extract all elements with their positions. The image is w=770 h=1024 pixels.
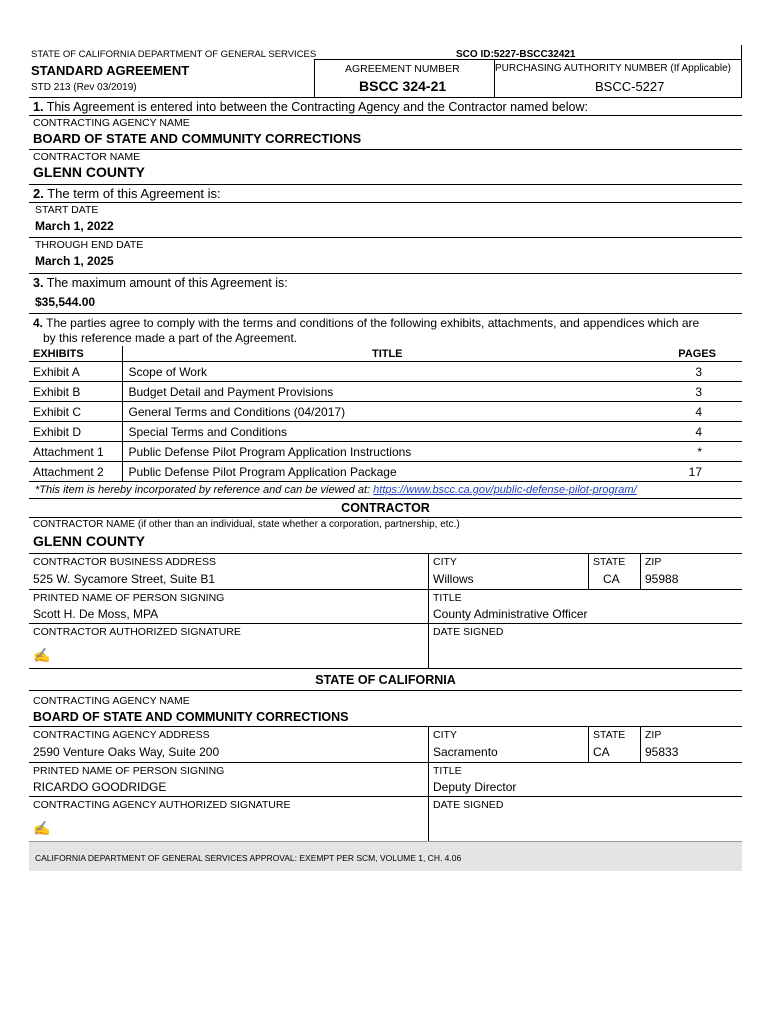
sco-divider [741, 45, 742, 59]
exhibit-pages: 17 [652, 462, 742, 482]
c-signature-icon: ✍ [33, 647, 51, 663]
section3-text [29, 276, 742, 290]
c-title-label: TITLE [433, 592, 462, 604]
agreement-number-label: AGREEMENT NUMBER [345, 63, 460, 75]
form-number: STD 213 (Rev 03/2019) [31, 82, 137, 93]
exhibits-body [29, 362, 742, 482]
section2-intro [29, 185, 742, 203]
agency-name-value: BOARD OF STATE AND COMMUNITY CORRECTIONS [33, 131, 362, 146]
section1-text [29, 100, 588, 114]
s-signer-row [29, 763, 742, 797]
end-date-label: THROUGH END DATE [35, 239, 144, 251]
exhibit-title: Public Defense Pilot Program Application Instructions [122, 442, 652, 462]
c-printed-value: Scott H. De Moss, MPA [33, 607, 159, 621]
exhibits-table [29, 346, 742, 482]
c-address-value: 525 W. Sycamore Street, Suite B1 [33, 572, 216, 586]
c-zip-value: 95988 [645, 572, 679, 586]
start-date-value: March 1, 2022 [35, 219, 114, 233]
exhibit-id: Exhibit D [29, 422, 122, 442]
exhibit-pages: 4 [652, 402, 742, 422]
exhibit-row [29, 462, 742, 482]
exhibit-pages: 3 [652, 382, 742, 402]
exhibit-title: General Terms and Conditions (04/2017) [122, 402, 652, 422]
standard-agreement-form [29, 45, 742, 871]
c-title-cell [429, 590, 742, 623]
s-city-value: Sacramento [433, 745, 498, 759]
section3-row [29, 274, 742, 314]
purchasing-number-label: PURCHASING AUTHORITY NUMBER (If Applicable) [495, 63, 731, 74]
c-date-cell[interactable] [429, 624, 742, 668]
state-heading: STATE OF CALIFORNIA [315, 672, 456, 687]
section4-num: 4. [33, 316, 44, 330]
exhibit-id: Attachment 1 [29, 442, 122, 462]
agreement-number-box [314, 59, 494, 97]
dgs-approval-box [29, 841, 742, 871]
start-date-label: START DATE [35, 204, 99, 216]
c-signer-row [29, 590, 742, 624]
exhibit-pages: * [652, 442, 742, 462]
s-state-label: STATE [593, 729, 626, 741]
exhibit-pages: 3 [652, 362, 742, 382]
purchasing-number-value: BSCC-5227 [595, 79, 665, 94]
c-title-value: County Administrative Officer [433, 607, 588, 621]
c-state-cell [589, 554, 641, 589]
c-zip-cell [641, 554, 742, 589]
exhibit-id: Exhibit B [29, 382, 122, 402]
c-signature-row [29, 624, 742, 669]
s-city-cell [429, 727, 589, 762]
exhibit-title: Special Terms and Conditions [122, 422, 652, 442]
s-title-value: Deputy Director [433, 780, 517, 794]
s-title-cell [429, 763, 742, 796]
s-city-label: CITY [433, 729, 457, 741]
c-address-row [29, 554, 742, 590]
c-city-label: CITY [433, 556, 457, 568]
c-address-label: CONTRACTOR BUSINESS ADDRESS [33, 556, 217, 568]
s-address-value: 2590 Venture Oaks Way, Suite 200 [33, 745, 220, 759]
col-exhibits: EXHIBITS [29, 346, 122, 362]
agreement-number-value: BSCC 324-21 [359, 78, 447, 94]
col-title: TITLE [122, 346, 652, 362]
s-address-row [29, 727, 742, 763]
section2-num: 2. [33, 186, 44, 201]
max-amount-value: $35,544.00 [35, 295, 96, 309]
s-zip-value: 95833 [645, 745, 679, 759]
contractor-heading: CONTRACTOR [341, 501, 430, 515]
c-date-label: DATE SIGNED [433, 626, 504, 638]
contractor-heading-row [29, 499, 742, 518]
section4-desc1: The parties agree to comply with the terms and conditions of the following exhibits, attachments, and appendices which are [46, 316, 700, 330]
c-signature-label: CONTRACTOR AUTHORIZED SIGNATURE [33, 626, 241, 638]
exhibit-row [29, 402, 742, 422]
s-signature-icon: ✍ [33, 820, 51, 836]
section3-num: 3. [33, 276, 44, 290]
s-state-cell [589, 727, 641, 762]
section1-desc: This Agreement is entered into between the Contracting Agency and the Contractor named below: [46, 99, 588, 114]
agency-name-row [29, 116, 742, 150]
s-zip-cell [641, 727, 742, 762]
s-signature-label: CONTRACTING AGENCY AUTHORIZED SIGNATURE [33, 799, 291, 811]
c-state-label: STATE [593, 556, 626, 568]
c-signature-cell[interactable] [29, 624, 429, 668]
exhibit-row [29, 422, 742, 442]
section4-line2: by this reference made a part of the Agreement. [43, 331, 298, 345]
c-name-row [29, 518, 742, 554]
section2-desc: The term of this Agreement is: [47, 186, 221, 201]
s-state-value: CA [593, 745, 610, 759]
exhibit-id: Attachment 2 [29, 462, 122, 482]
s-address-cell [29, 727, 429, 762]
section4-intro [29, 314, 742, 346]
s-date-label: DATE SIGNED [433, 799, 504, 811]
s-printed-label: PRINTED NAME OF PERSON SIGNING [33, 765, 225, 777]
exhibit-title: Budget Detail and Payment Provisions [122, 382, 652, 402]
s-name-label: CONTRACTING AGENCY NAME [33, 695, 190, 707]
s-printed-cell [29, 763, 429, 796]
dgs-approval-text: CALIFORNIA DEPARTMENT OF GENERAL SERVICES APPROVAL: EXEMPT PER SCM, VOLUME 1, CH. 4.06 [35, 853, 462, 863]
exhibit-note [29, 482, 742, 499]
section4-line1 [29, 316, 742, 331]
state-heading-row [29, 669, 742, 691]
end-date-value: March 1, 2025 [35, 254, 114, 268]
c-state-value: CA [603, 572, 620, 586]
exhibit-id: Exhibit C [29, 402, 122, 422]
exhibit-title: Scope of Work [122, 362, 652, 382]
sco-id: SCO ID:5227-BSCC32421 [456, 49, 576, 60]
dept-label: STATE OF CALIFORNIA DEPARTMENT OF GENERAL SERVICES [31, 49, 317, 60]
start-date-row [29, 203, 742, 238]
section2-text [29, 186, 221, 201]
exhibit-row [29, 382, 742, 402]
s-name-row [29, 691, 742, 727]
contractor-name-value: GLENN COUNTY [33, 164, 145, 180]
s-zip-label: ZIP [645, 729, 662, 741]
c-city-cell [429, 554, 589, 589]
s-address-label: CONTRACTING AGENCY ADDRESS [33, 729, 210, 741]
purchasing-number-box [494, 59, 742, 97]
contractor-name-label: CONTRACTOR NAME [33, 151, 141, 163]
exhibit-id: Exhibit A [29, 362, 122, 382]
section1-intro [29, 98, 742, 116]
c-city-value: Willows [433, 572, 474, 586]
exhibits-header-row [29, 346, 742, 362]
form-title: STANDARD AGREEMENT [31, 63, 190, 78]
agency-name-label: CONTRACTING AGENCY NAME [33, 117, 190, 129]
c-zip-label: ZIP [645, 556, 662, 568]
c-name-label: CONTRACTOR NAME (if other than an individual, state whether a corporation, partnership, etc.) [33, 519, 460, 530]
s-title-label: TITLE [433, 765, 462, 777]
s-signature-row [29, 797, 742, 841]
end-date-row [29, 238, 742, 274]
col-pages: PAGES [652, 346, 742, 362]
exhibit-row [29, 442, 742, 462]
exhibit-note-text: *This item is hereby incorporated by reference and can be viewed at: [35, 484, 374, 496]
exhibit-row [29, 362, 742, 382]
c-printed-label: PRINTED NAME OF PERSON SIGNING [33, 592, 225, 604]
c-name-value: GLENN COUNTY [33, 533, 145, 549]
contractor-name-row [29, 150, 742, 185]
exhibit-title: Public Defense Pilot Program Application Package [122, 462, 652, 482]
c-printed-cell [29, 590, 429, 623]
s-printed-value: RICARDO GOODRIDGE [33, 780, 167, 794]
section3-desc: The maximum amount of this Agreement is: [46, 276, 288, 290]
section1-num: 1. [33, 99, 44, 114]
c-address-cell [29, 554, 429, 589]
exhibit-note-link[interactable]: https://www.bscc.ca.gov/public-defense-pilot-program/ [373, 484, 637, 496]
s-date-cell[interactable] [429, 797, 742, 841]
s-name-value: BOARD OF STATE AND COMMUNITY CORRECTIONS [33, 710, 349, 724]
exhibit-pages: 4 [652, 422, 742, 442]
s-signature-cell[interactable] [29, 797, 429, 841]
form-header [29, 45, 742, 98]
